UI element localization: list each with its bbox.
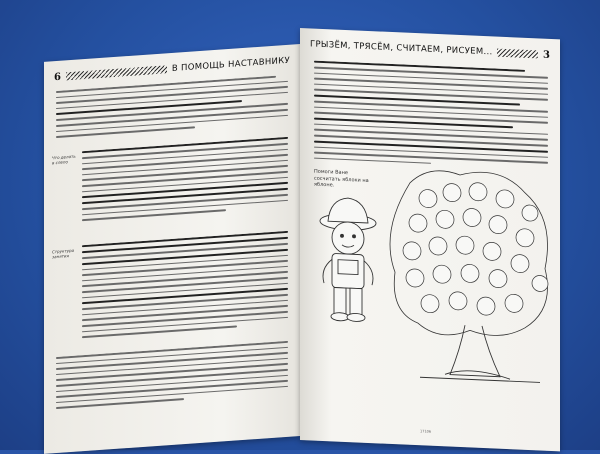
- left-page: [44, 44, 300, 454]
- left-body-text-1: [56, 75, 288, 142]
- left-page-number: 6: [54, 71, 61, 83]
- header-hatch-decoration: [66, 65, 167, 80]
- left-sidenote-1: Что делать в слепо: [52, 153, 76, 166]
- apple-shapes: [403, 179, 548, 317]
- left-body-text-2: [82, 137, 288, 225]
- boy-and-apple-tree-illustration: [300, 158, 560, 419]
- boy-vanya-figure: [320, 197, 376, 322]
- left-sidenote-2: Структура занятия: [52, 247, 75, 260]
- right-page-number: 3: [543, 49, 550, 61]
- left-body-text-4: [56, 341, 288, 413]
- header-hatch-decoration: [497, 49, 538, 59]
- left-page-heading: В ПОМОЩЬ НАСТАВНИКУ: [171, 55, 290, 74]
- left-body-text-3: [82, 231, 288, 342]
- right-questions-text: [314, 61, 548, 174]
- apple-tree-trunk: [420, 323, 540, 382]
- illustration-caption: Помоги Ване сосчитать яблоки на яблоне.: [314, 168, 369, 189]
- right-page: [300, 28, 560, 451]
- right-page-heading: ГРЫЗЁМ, ТРЯСЁМ, СЧИТАЕМ, РИСУЕМ...: [310, 39, 493, 58]
- right-footer-code: 17106: [420, 429, 432, 434]
- right-page-header: [310, 38, 550, 60]
